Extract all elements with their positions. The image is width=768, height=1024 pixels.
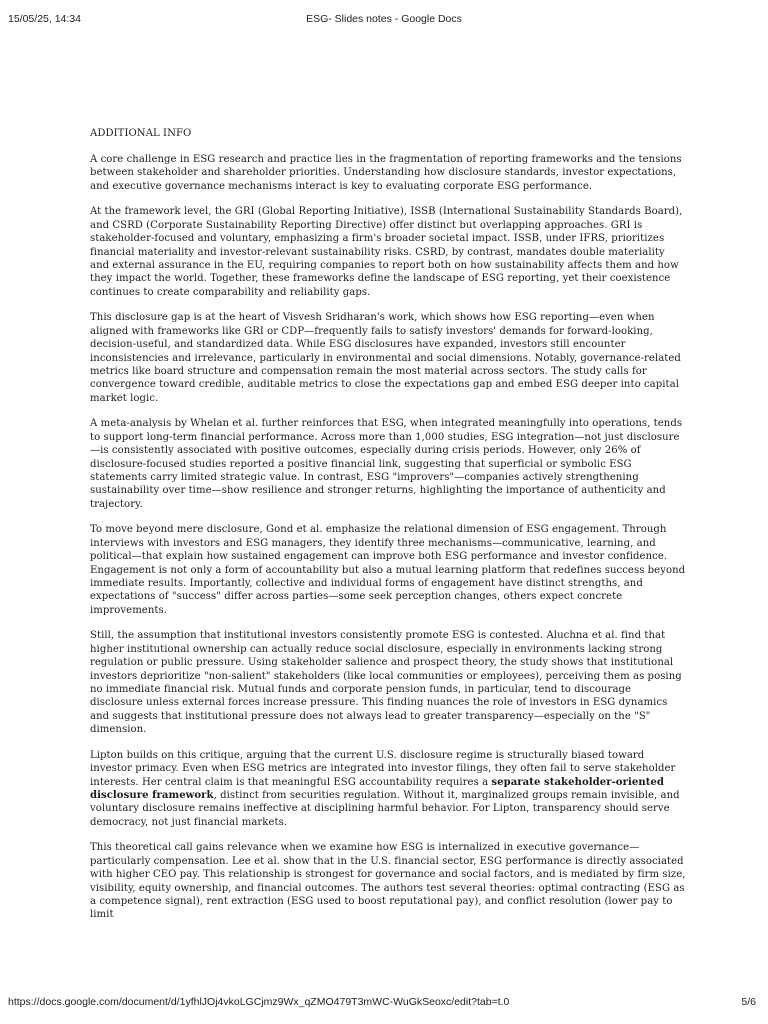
paragraph-intro: A core challenge in ESG research and practice lies in the fragmentation of reporting frameworks and the tensions between stakeholder and shareholder priorities. Understanding how disclosure standards, investor expectations, and executive governance mechanisms interact is key to evaluating corporate ESG performance. xyxy=(90,153,682,192)
print-footer xyxy=(0,996,768,1012)
document-body xyxy=(90,127,686,934)
paragraph-institutional-investors: Still, the assumption that institutional investors consistently promote ESG is contested. Aluchna et al. find that higher institutional ownership can actually reduce social disclosure, especially in environments lacking strong regulation or public pressure. Using stakeholder salience and prospect theory, the study shows that institutional investors deprioritize "non-salient" stakeholders (like local communities or employees), perceiving them as posing no immediate financial risk. Mutual funds and corporate pension funds, in particular, tend to discourage disclosure unless external forces increase pressure. This finding nuances the role of investors in ESG dynamics and suggests that institutional pressure does not always lead to greater transparency—especially on the "S" dimension. xyxy=(90,630,682,735)
document-title: ESG- Slides notes - Google Docs xyxy=(306,13,462,25)
section-heading: ADDITIONAL INFO xyxy=(90,128,192,139)
print-header xyxy=(0,13,768,29)
paragraph-executive-compensation: This theoretical call gains relevance when we examine how ESG is internalized in executive governance—particularly compensation. Lee et al. show that in the U.S. financial sector, ESG performance is directly associated with higher CEO pay. This relationship is strongest for governance and social factors, and is mediated by firm size, visibility, equity ownership, and financial outcomes. The authors test several theories: optimal contracting (ESG as a competence signal), rent extraction (ESG used to boost reputational pay), and conflict resolution (lower pay to limit xyxy=(90,842,686,921)
page-indicator: 5/6 xyxy=(741,996,756,1008)
paragraph-engagement: To move beyond mere disclosure, Gond et al. emphasize the relational dimension of ESG engagement. Through interviews with investors and ESG managers, they identify three mechanisms—communicative, learning, and political—that explain how sustained engagement can improve both ESG performance and investor confidence. Engagement is not only a form of accountability but also a mutual learning platform that redefines success beyond immediate results. Importantly, collective and individual forms of engagement have distinct strengths, and expectations of "success" differ across parties—some seek perception changes, others expect concrete improvements. xyxy=(90,524,686,616)
paragraph-frameworks: At the framework level, the GRI (Global Reporting Initiative), ISSB (International Sustainability Standards Board), and CSRD (Corporate Sustainability Reporting Directive) offer distinct but overlapping approaches. GRI is stakeholder-focused and voluntary, emphasizing a firm's broader societal impact. ISSB, under IFRS, prioritizes financial materiality and investor-relevant sustainability risks. CSRD, by contrast, mandates double materiality and external assurance in the EU, requiring companies to report both on how sustainability affects them and how they impact the world. Together, these frameworks define the landscape of ESG reporting, yet their coexistence continues to create comparability and reliability gaps. xyxy=(90,206,683,298)
document-url-link[interactable]: https://docs.google.com/document/d/1yfhlJOj4vkoLGCjmz9Wx_qZMO479T3mWC-WuGkSeoxc/edit?tab=t.0 xyxy=(8,996,510,1008)
paragraph-disclosure-gap: This disclosure gap is at the heart of Visvesh Sridharan's work, which shows how ESG reporting—even when aligned with frameworks like GRI or CDP—frequently fails to satisfy investors' demands for forward-looking, decision-useful, and standardized data. While ESG disclosures have expanded, investors still encounter inconsistencies and irrelevance, particularly in environmental and social dimensions. Notably, governance-related metrics like board structure and compensation remain the most material across sectors. The study calls for convergence toward credible, auditable metrics to close the expectations gap and embed ESG deeper into capital market logic. xyxy=(90,312,681,404)
paragraph-lipton xyxy=(90,749,686,829)
paragraph-lipton-text-after: , distinct from securities regulation. Without it, marginalized groups remain invisible, and voluntary disclosure remains ineffective at disciplining harmful behavior. For Lipton, transparency should serve democracy, not just financial markets. xyxy=(90,789,680,828)
paragraph-lipton-text-before: Lipton builds on this critique, arguing that the current U.S. disclosure regime is structurally biased toward investor primacy. Even when ESG metrics are integrated into investor filings, they often fail to serve stakeholder interests. Her central claim is that meaningful ESG accountability requires a xyxy=(90,749,676,788)
paragraph-meta-analysis: A meta-analysis by Whelan et al. further reinforces that ESG, when integrated meaningfully into operations, tends to support long-term financial performance. Across more than 1,000 studies, ESG integration—not just disclosure—is consistently associated with positive outcomes, especially during crisis periods. However, only 26% of disclosure-focused studies reported a positive financial link, suggesting that superficial or symbolic ESG statements carry limited strategic value. In contrast, ESG "improvers"—companies actively strengthening sustainability over time—show resilience and stronger returns, highlighting the importance of authenticity and trajectory. xyxy=(90,418,683,510)
paragraph-lipton-bold-phrase: separate stakeholder-oriented disclosure framework xyxy=(90,776,664,801)
print-datetime: 15/05/25, 14:34 xyxy=(8,13,81,25)
